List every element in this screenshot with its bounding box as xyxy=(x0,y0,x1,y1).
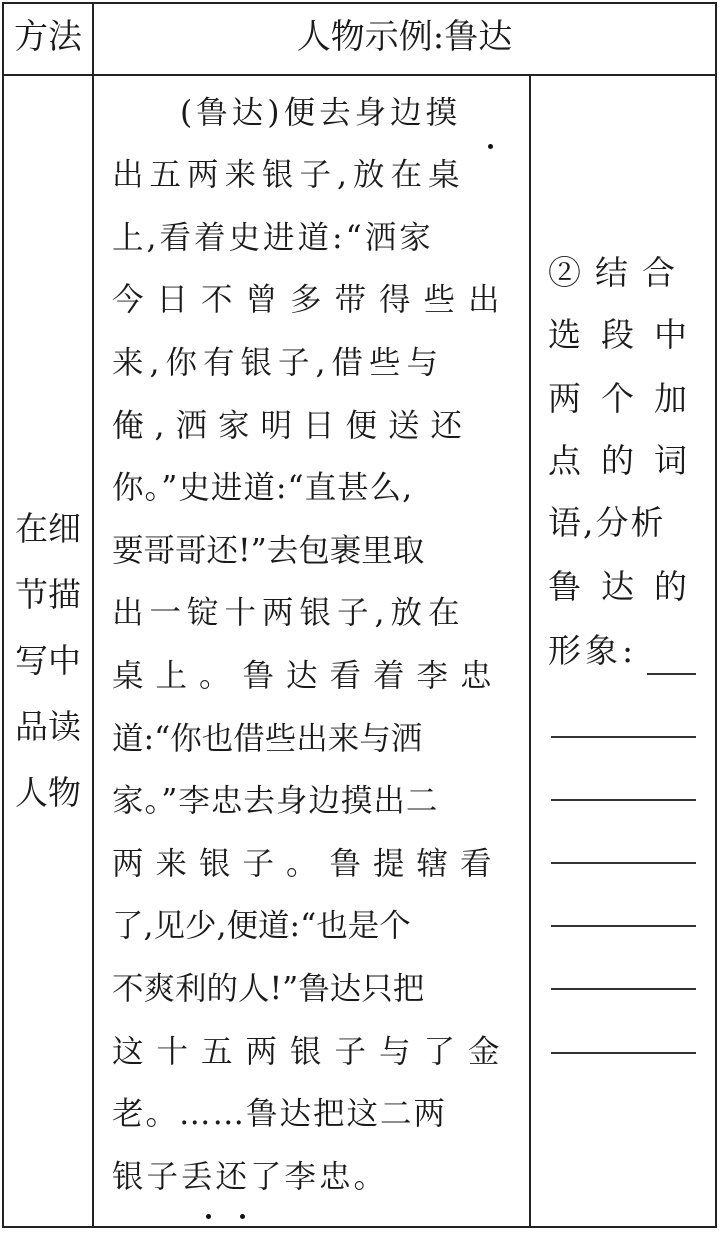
passage-line: 出五两来银子,放在桌 xyxy=(112,157,466,193)
question-line: ②结合 xyxy=(548,253,689,292)
method-line: 人物 xyxy=(15,773,81,812)
question-line: 两个加 xyxy=(548,379,707,418)
question-line: 语,分析 xyxy=(548,503,666,542)
passage-line: 家。”李忠去身边摸出二 xyxy=(112,783,439,819)
method-line: 写中 xyxy=(15,641,81,680)
answer-blank-line[interactable] xyxy=(551,1052,696,1054)
header-method: 方法 xyxy=(14,17,82,57)
answer-blank-line[interactable] xyxy=(551,925,696,927)
answer-blank-line[interactable] xyxy=(551,799,696,801)
answer-blank-line[interactable] xyxy=(551,862,696,864)
passage-line: 银子丢还了李忠。 xyxy=(112,1159,389,1195)
emphasis-dot xyxy=(488,144,493,149)
passage-line: 要哥哥还!”去包裹里取 xyxy=(112,533,425,569)
passage-line: 俺,洒家明日便送还 xyxy=(112,408,474,444)
answer-blank-line[interactable] xyxy=(551,736,696,738)
answer-blank-line[interactable] xyxy=(647,673,696,675)
question-line: 鲁达的 xyxy=(548,567,707,606)
emphasis-dot xyxy=(240,1214,245,1219)
passage-line: 老。……鲁达把这二两 xyxy=(112,1096,448,1132)
question-line: 选段中 xyxy=(548,315,707,354)
passage-line: 桌上。鲁达看着李忠 xyxy=(112,658,504,694)
passage-line: 道:“你也借些出来与洒 xyxy=(112,721,423,757)
answer-blank-line[interactable] xyxy=(551,988,696,990)
passage-question-divider xyxy=(529,74,531,1228)
passage-line: 你。”史进道:“直甚么, xyxy=(112,470,414,506)
passage-line: 了,见少,便道:“也是个 xyxy=(112,908,411,944)
header-bottom-border xyxy=(2,74,717,76)
table-right-border xyxy=(715,2,717,1228)
passage-line: (鲁达)便去身边摸 xyxy=(180,95,462,131)
table-bottom-border xyxy=(2,1226,717,1228)
question-line: 形象: xyxy=(548,631,638,670)
passage-line: 两来银子。鲁提辖看 xyxy=(112,846,504,882)
passage-line: 上,看着史进道:“洒家 xyxy=(112,220,434,256)
passage-line: 出一锭十两银子,放在 xyxy=(112,595,466,631)
passage-line: 来,你有银子,借些与 xyxy=(112,345,445,381)
table-top-border xyxy=(2,2,717,4)
emphasis-dot xyxy=(206,1214,211,1219)
method-line: 节描 xyxy=(15,575,81,614)
question-line: 点的词 xyxy=(548,441,707,480)
header-example: 人物示例:鲁达 xyxy=(296,17,513,57)
passage-line: 不爽利的人!”鲁达只把 xyxy=(112,971,425,1007)
method-line: 品读 xyxy=(15,707,81,746)
passage-line: 今日不曾多带得些出 xyxy=(112,282,513,318)
method-cell xyxy=(4,496,92,826)
passage-line: 这十五两银子与了金 xyxy=(112,1034,513,1070)
method-line: 在细 xyxy=(15,509,81,548)
method-column-divider xyxy=(92,2,94,1228)
